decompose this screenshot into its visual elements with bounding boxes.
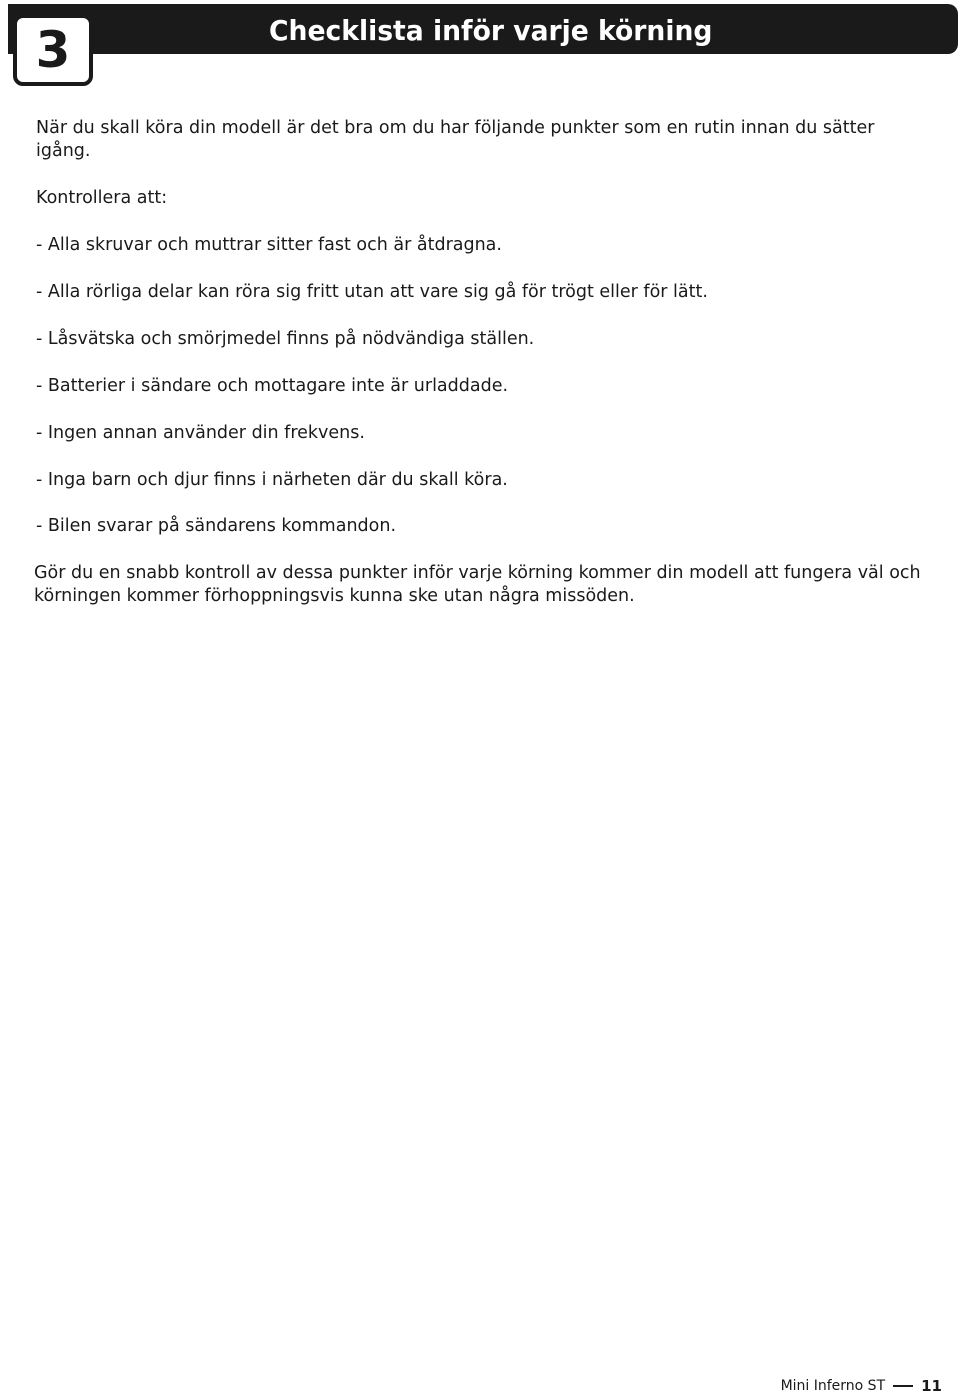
header-bar (8, 4, 958, 54)
checklist-item: - Alla skruvar och muttrar sitter fast och är åtdragna. (36, 235, 502, 255)
checklist-item: - Ingen annan använder din frekvens. (36, 423, 365, 443)
chapter-number: 3 (35, 21, 71, 79)
checklist-item: - Inga barn och djur finns i närheten där du skall köra. (36, 470, 508, 490)
checklist-item: - Alla rörliga delar kan röra sig fritt utan att vare sig gå för trögt eller för lätt. (36, 282, 708, 302)
checklist-item: - Bilen svarar på sändarens kommandon. (36, 516, 397, 536)
closing-paragraph: Gör du en snabb kontroll av dessa punkter inför varje körning kommer din modell att fungera väl och körningen kommer förhoppningsvis kunna ske utan några missöden. (34, 563, 921, 606)
checklist-label: Kontrollera att: (36, 188, 168, 208)
chapter-badge (13, 14, 93, 86)
footer-product-name: Mini Inferno ST (780, 1378, 886, 1394)
footer-divider (893, 1385, 913, 1387)
page-footer (781, 1377, 942, 1395)
page-title: Checklista inför varje körning (269, 14, 713, 47)
checklist-item: - Låsvätska och smörjmedel finns på nödvändiga ställen. (36, 329, 535, 349)
checklist-item: - Batterier i sändare och mottagare inte är urladdade. (36, 376, 509, 396)
page-number: 11 (921, 1377, 942, 1395)
intro-paragraph: När du skall köra din modell är det bra om du har följande punkter som en rutin innan du sätter igång. (36, 118, 875, 161)
